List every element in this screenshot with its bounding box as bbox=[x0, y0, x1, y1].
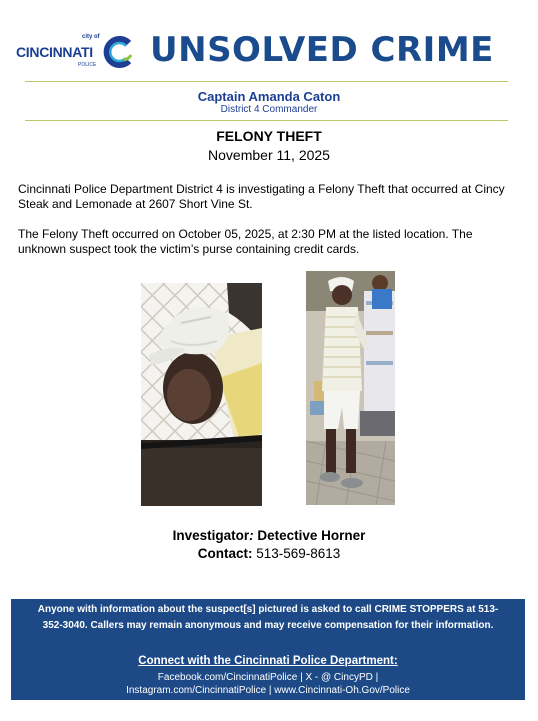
divider-top bbox=[25, 81, 508, 82]
investigator-line bbox=[0, 528, 538, 543]
commander-name: Captain Amanda Caton bbox=[197, 89, 341, 104]
social-links-line-1[interactable]: Facebook.com/CincinnatiPolice | X - @ CincyPD | bbox=[157, 672, 379, 683]
commander-title: District 4 Commander bbox=[220, 104, 318, 115]
investigator-colon: : bbox=[249, 528, 254, 543]
header bbox=[0, 26, 538, 78]
page-title: UNSOLVED CRIME bbox=[150, 30, 494, 70]
incident-paragraph: The Felony Theft occurred on October 05, 2025, at 2:30 PM at the listed location. The unknown suspect took the victim’s purse containing credit cards. bbox=[18, 227, 473, 256]
connect-heading: Connect with the Cincinnati Police Department: bbox=[138, 655, 398, 667]
investigator-label: Investigator bbox=[172, 528, 250, 543]
description-paragraph: Cincinnati Police Department District 4 is investigating a Felony Theft that occurred at Cincy Steak and Lemonade at 2607 Short Vine St. bbox=[18, 182, 505, 211]
divider-bottom bbox=[25, 120, 508, 121]
social-links-line-2[interactable]: Instagram.com/CincinnatiPolice | www.Cincinnati-Oh.Gov/Police bbox=[126, 685, 410, 696]
logo-police: POLICE bbox=[78, 62, 97, 68]
crime-type: FELONY THEFT bbox=[216, 128, 322, 144]
crime-date: November 11, 2025 bbox=[208, 147, 330, 163]
investigator-name: Detective Horner bbox=[253, 528, 366, 543]
footer-banner bbox=[11, 599, 525, 700]
suspect-photo-store bbox=[306, 271, 395, 505]
suspect-photo-closeup bbox=[141, 283, 262, 506]
contact-phone: 513-569-8613 bbox=[252, 546, 341, 561]
contact-line bbox=[0, 546, 538, 561]
logo-city-of: city of bbox=[82, 34, 100, 40]
contact-label: Contact: bbox=[197, 546, 253, 561]
cincinnati-c-logo-icon bbox=[102, 35, 136, 69]
logo-city-name: CINCINNATI bbox=[16, 44, 93, 60]
cincinnati-police-logo bbox=[16, 32, 136, 72]
social-links bbox=[21, 671, 515, 697]
crime-stoppers-message: Anyone with information about the suspect[s] pictured is asked to call CRIME STOPPERS at 513-352-3040. Callers may remain anonymous and may receive compensation for their information. bbox=[37, 604, 499, 631]
